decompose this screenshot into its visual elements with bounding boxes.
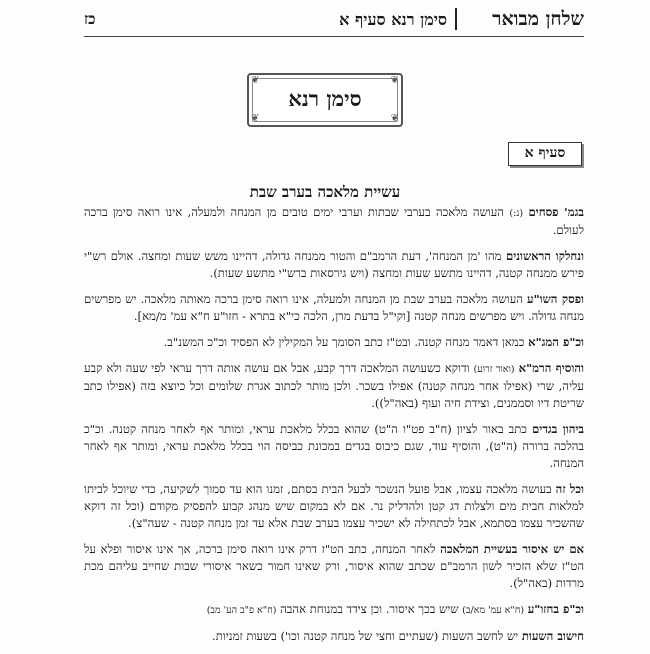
paragraph-lead: וכ"פ בחזו"ע [527, 602, 584, 616]
chapter-reference: סימן רנא סעיף א [339, 10, 447, 29]
paragraph-text: יש לחשב השעות (שעתיים וחצי של מנחה קטנה וכו') בשעות זמניות. [212, 629, 519, 643]
ornament-corner-icon: ❦ [251, 113, 260, 124]
paragraph-lead: ביהון בגדים [532, 422, 584, 436]
paragraph-text: בעושה מלאכה עצמו, אבל פועל הנשכר לבעל הבית בסתם, זמנו הוא עד סמוך לשקיעה, כדי שיוכל לביתו למלאות חבית מים ולצלות דג קטן ולהדליק נר. אם לא במקום שיש מנהג קבוע להפסיק מקודם (וכל זה דוקא שהשכיר עצמו בסתמא, אבל לכתחילה לא ישכיר עצמו בערב שבת אלא עד זמן מנחה קטנה - שעה"צ). [84, 482, 584, 530]
paragraph-text: שיש בכך איסור. וכן צידד במנוחת אהבה [280, 602, 459, 616]
paragraph-lead: חישוב השעות [521, 629, 584, 643]
paragraph-lead: והוסיף הרמ"א [518, 361, 584, 375]
ornament-corner-icon: ❦ [251, 75, 260, 86]
body-text [84, 204, 584, 654]
paragraph-text: העושה מלאכה בערב שבת מן המנחה ולמעלה, אינו רואה סימן ברכה מאותה מלאכה. יש מפרשים מנחה גדולה. ויש מפרשים מנחה קטנה [וקי"ל בדעת מרן, הלכה כי"א בתרא - חזו"ע ח"א עמ' מ/מא]. [84, 292, 584, 323]
book-title: שלחן מבואר [492, 8, 584, 30]
paragraph [84, 601, 584, 619]
source-note: (נ:) [509, 208, 524, 219]
source-note: (ואור זרוע) [473, 364, 515, 375]
paragraph-lead: וכ"פ המג"א [528, 335, 584, 349]
header-rule [84, 36, 584, 37]
paragraph [84, 204, 584, 239]
paragraph [84, 360, 584, 412]
paragraph-text: לאחר המנחה, כתב הט"ז דרק אינו רואה סימן ברכה, אך אינו איסור ופלא על הט"ז שלא הזכיר לשון הרמב"ם שכתב שהוא איסור, ורק שאינו חמור כשאר איסורי שבות שחייב עליהם מכת מרדות (באה"ל). [84, 542, 584, 590]
siman-title-frame [247, 73, 403, 127]
ornament-corner-icon: ❦ [390, 75, 399, 86]
paragraph-lead: וכל זה [555, 482, 584, 496]
running-header [0, 0, 650, 36]
paragraph [84, 628, 584, 645]
header-separator [455, 8, 457, 30]
paragraph [84, 291, 584, 325]
paragraph-text: ודוקא כשעושה המלאכה דרך קבע, אבל אם עושה אותה דרך עראי לפי שעה ולא קבע עליה, שרי (אפילו אחר מנחה קטנה) אפילו בשכר. ולכן מותר לכתוב אגרת שלומים וכל כיוצא בזה (אפילו כתב שריטת דיו וסממנים, וצידת חיה ועוף (באה"ל)). [84, 361, 584, 410]
seif-label: סעיף א [524, 145, 566, 161]
paragraph-lead: ופסק השו"ע [527, 292, 584, 306]
page-number: כז [84, 10, 96, 28]
section-heading: עשיית מלאכה בערב שבת [249, 183, 401, 201]
seif-label-box [508, 142, 582, 166]
paragraph-lead: ונחלקו הראשונים [505, 249, 584, 263]
paragraph [84, 248, 584, 282]
paragraph-text: מהו 'מן המנחה', דעת הרמב"ם והטור ממנחה גדולה, דהיינו משש שעות ומחצה. אולם רש"י פירש ממנחה קטנה, דהיינו מתשע שעות ומחצה (ויש גירסאות ברש"י מתשע שעות). [84, 249, 584, 280]
paragraph [84, 334, 584, 351]
ornament-corner-icon: ❦ [390, 113, 399, 124]
source-note: (ח"א עמ' מא/ב) [462, 605, 525, 616]
paragraph-text: כתב באור לציון (ח"ב פט"ו ה"ט) שהוא בכלל מלאכת עראי, ומותר אף לאחר מנחה קטנה. וכ"כ בהלכה ברורה (ה"ט), והוסיף עוד, שגם כיבוס בגדים במכונת כביסה הוי בכלל מלאכת עראי, ומותר אף לאחר המנחה. [84, 422, 584, 470]
paragraph [84, 481, 584, 532]
paragraph-lead: בגמ' פסחים [528, 205, 585, 219]
paragraph [84, 541, 584, 592]
paragraph-text: העושה מלאכה בערבי שבתות וערבי ימים טובים מן המנחה ולמעלה, אינו רואה סימן ברכה לעולם. [84, 205, 584, 237]
siman-title: סימן רנא [288, 86, 362, 111]
source-note: (ח"א פ"ב הע' מב) [206, 605, 277, 616]
paragraph-lead: אם יש איסור בעשיית המלאכה [440, 542, 584, 556]
paragraph-text: כמאן דאמר מנחה קטנה. ובט"ז כתב הסומך על המקילין לא הפסיד וכ"כ המשנ"ב. [163, 335, 525, 349]
paragraph [84, 421, 584, 472]
